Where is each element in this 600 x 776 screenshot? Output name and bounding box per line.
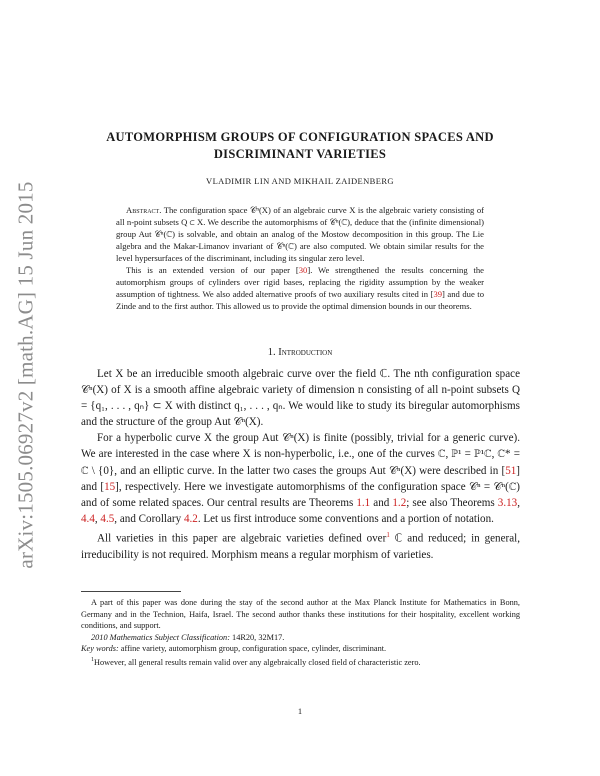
body-paragraph-1: Let X be an irreducible smooth algebraic curve over the field ℂ. The nth configuration space 𝒞ⁿ(X) of X is a smooth affine algebraic variety of dimension n consisting of all n-point subsets Q = {q₁, . . . , qₙ} ⊂ X with distinct q₁, . . . , qₙ. We would like to study its biregular automorphisms and the structure of the group Aut 𝒞ⁿ(X). (81, 368, 520, 429)
arxiv-identifier-stamp (6, 175, 46, 575)
body-text: All varieties in this paper are algebraic varieties defined over (97, 532, 387, 545)
abstract-paragraph-1 (116, 204, 484, 264)
footnote-marker-link[interactable]: 1 (386, 530, 390, 539)
keywords-value: affine variety, automorphism group, configuration space, cylinder, discriminant. (120, 644, 387, 654)
theorem-link[interactable]: 3.13 (497, 496, 518, 509)
body-text: and (370, 496, 393, 509)
abstract-text-2a: This is an extended version of our paper [ (126, 265, 299, 276)
body-paragraph-2 (81, 430, 520, 527)
body-text: ℂ and reduced; in general, irreducibility is not required. Morphism means a regular morphism of varieties. (81, 532, 520, 561)
footnotes (81, 597, 520, 668)
theorem-link[interactable]: 4.4 (81, 512, 95, 525)
corollary-link[interactable]: 4.2 (183, 512, 198, 525)
abstract-paragraph-2 (116, 264, 484, 312)
body-text: . Let us first introduce some conventions and a portion of notation. (197, 512, 494, 525)
citation-link[interactable]: 30 (298, 265, 308, 276)
body-text: , and Corollary (114, 512, 184, 525)
footnote-1-text: However, all general results remain valid over any algebraically closed field of characteristic zero. (94, 657, 421, 667)
msc-label: 2010 Mathematics Subject Classification: (91, 632, 230, 642)
funding-note: A part of this paper was done during the stay of the second author at the Max Planck Institute for Mathematics in Bonn, Germany and in the Technion, Haifa, Israel. The second author thanks these institutions for their hospitality, excellent working conditions, and support. (81, 598, 520, 631)
arxiv-stamp-text: arXiv:1505.06927v2 [math.AG] 15 Jun 2015 (13, 181, 38, 569)
title-line-1: AUTOMORPHISM GROUPS OF CONFIGURATION SPACES AND (106, 130, 494, 144)
keywords (81, 643, 520, 655)
footnote-divider (81, 591, 181, 592)
body-text: , (94, 512, 101, 525)
keywords-label: Key words: (81, 644, 119, 654)
introduction-body (81, 366, 520, 563)
citation-link[interactable]: 15 (104, 480, 116, 493)
msc-value: 14R20, 32M17. (232, 632, 285, 642)
body-text: For a hyperbolic curve X the group Aut 𝒞ⁿ(X) is finite (possibly, trivial for a generic curve). We are interested in the case where X is non-hyperbolic, i.e., one of the curves ℂ, ℙ¹ = ℙ¹ℂ, ℂ* = ℂ \ {0}, and an elliptic curve. In the latter two cases the groups Aut 𝒞ⁿ(X) were described in [ (81, 432, 520, 477)
citation-link[interactable]: 39 (433, 289, 443, 300)
footnote-1-marker: 1 (91, 656, 94, 663)
section-heading-introduction (80, 347, 520, 358)
abstract (116, 204, 484, 312)
section-number: 1. (267, 347, 276, 358)
abstract-text-2b: ]. We strengthened the results concerning the automorphism groups of cylinders over rigid bases, replacing the rigidity assumption by the weaker assumption of tightness. We also added alternative proofs of two auxiliary results cited in [ (116, 265, 484, 300)
citation-link[interactable]: 51 (505, 464, 517, 477)
body-text: ; see also Theorems (406, 496, 498, 509)
title-line-2: DISCRIMINANT VARIETIES (213, 147, 387, 161)
theorem-link[interactable]: 1.2 (392, 496, 407, 509)
theorem-link[interactable]: 4.5 (100, 512, 115, 525)
msc-classification (81, 632, 520, 644)
section-title: Introduction (278, 347, 333, 358)
body-text: ] and [ (81, 464, 520, 493)
body-paragraph-3 (81, 527, 520, 563)
footnote-1 (81, 655, 520, 668)
abstract-label: Abstract. (126, 205, 162, 215)
abstract-text-1: The configuration space 𝒞ⁿ(X) of an algebraic curve X is the algebraic variety consisting of all n-point subsets Q ⊂ X. We describe the automorphisms of 𝒞ⁿ(ℂ), deduce that the (infinite dimensional) group Aut 𝒞ⁿ(ℂ) is solvable, and obtain an analog of the Mostow decomposition in this group. The Lie algebra and the Makar-Limanov invariant of 𝒞ⁿ(ℂ) are also computed. We obtain similar results for the level hypersurfaces of the discriminant, including its singular zero level. (116, 205, 485, 264)
page-number: 1 (297, 706, 303, 716)
theorem-link[interactable]: 1.1 (356, 496, 371, 509)
abstract-text-2c: ] and due to Zinde and to the first author. This allowed us to provide the optimal dimension bounds in our theorems. (116, 289, 484, 312)
paper-authors: VLADIMIR LIN AND MIKHAIL ZAIDENBERG (206, 176, 394, 186)
paper-title (80, 129, 520, 163)
body-text: , (517, 496, 520, 509)
body-text: ], respectively. Here we investigate automorphisms of the configuration space 𝒞ⁿ = 𝒞ⁿ(ℂ) and of some related spaces. Our central results are Theorems (81, 480, 520, 509)
